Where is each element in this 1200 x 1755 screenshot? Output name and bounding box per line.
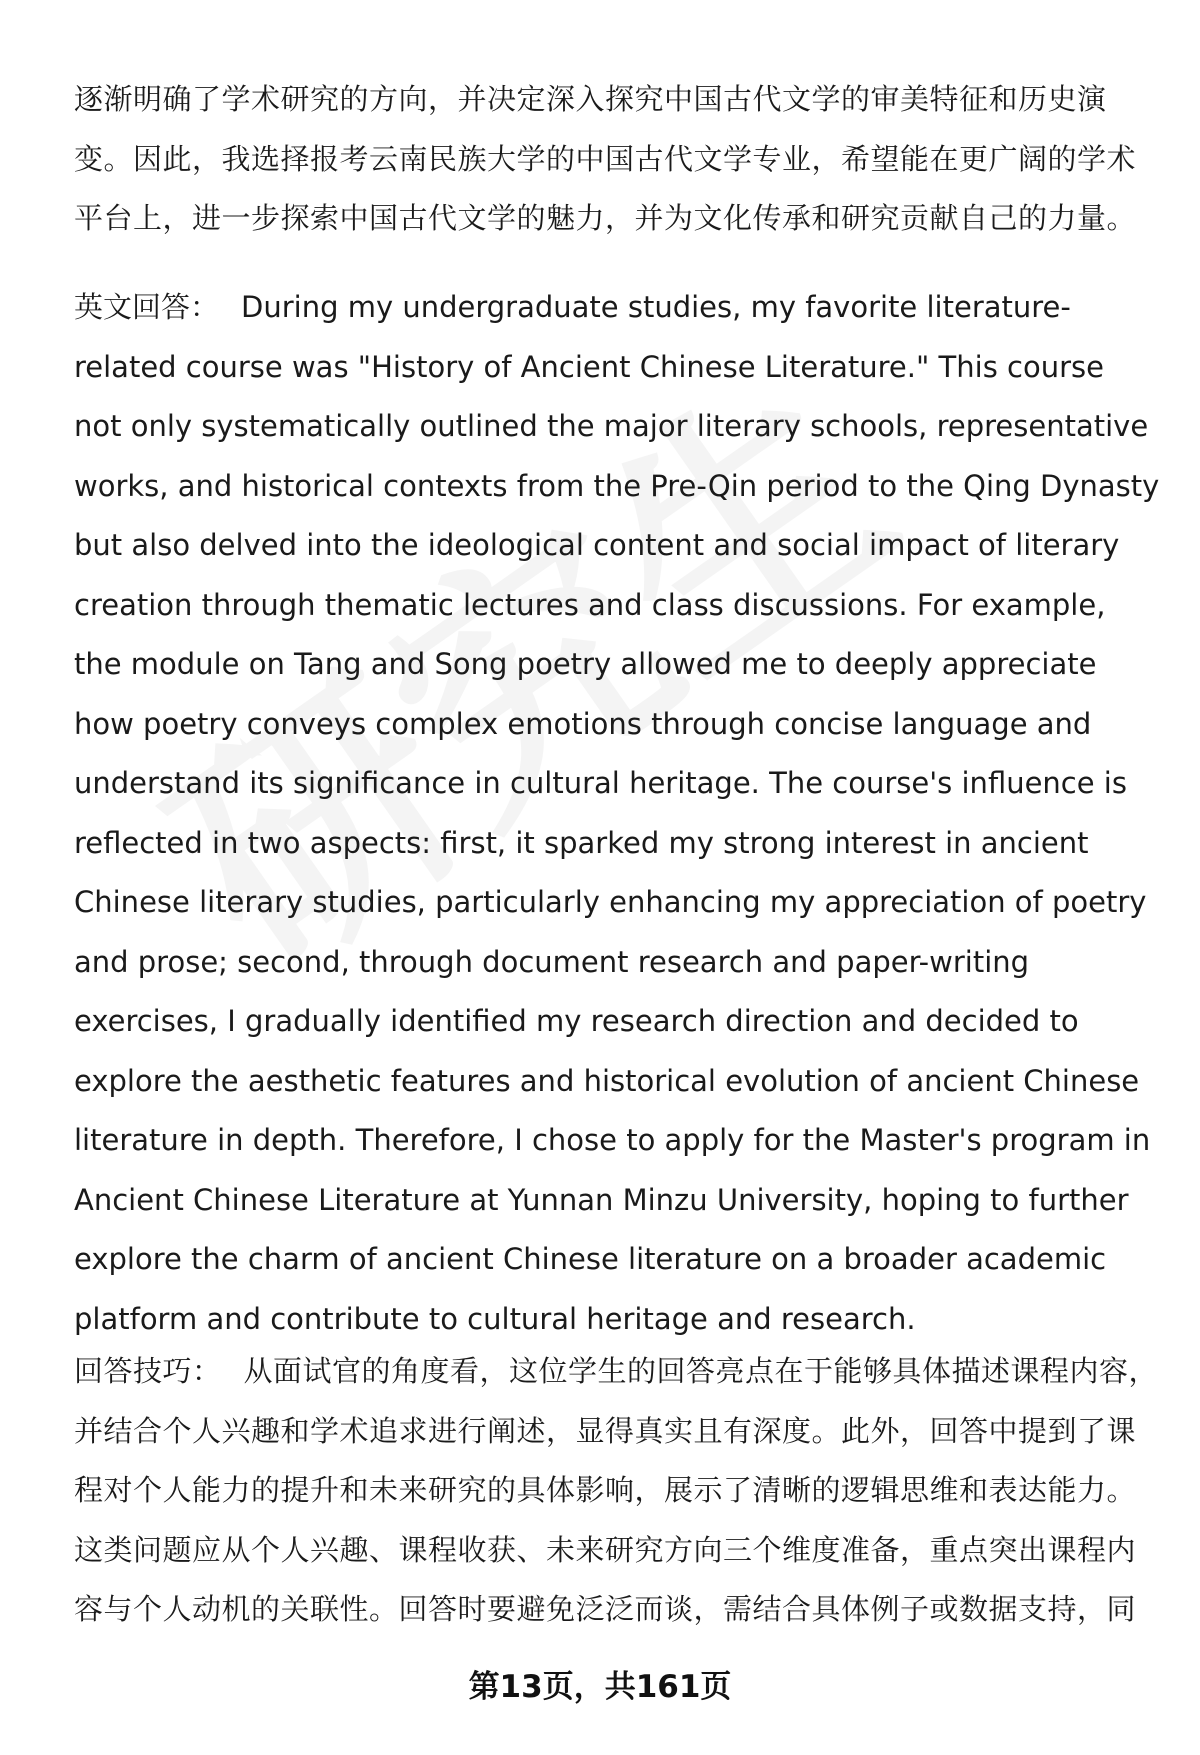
english-answer-label: 英文回答： <box>74 290 220 324</box>
answer-tips-label: 回答技巧： <box>74 1354 222 1388</box>
english-answer-paragraph <box>74 278 1160 1349</box>
page-footer: 第13页，共161页 <box>468 1669 732 1705</box>
answer-tips-paragraph <box>74 1342 1160 1640</box>
answer-tips-text: 从面试官的角度看，这位学生的回答亮点在于能够具体描述课程内容，并结合个人兴趣和学术追求进行阐述，显得真实且有深度。此外，回答中提到了课程对个人能力的提升和未来研究的具体影响，展示了清晰的逻辑思维和表达能力。这类问题应从个人兴趣、课程收获、未来研究方向三个维度准备，重点突出课程内容与个人动机的关联性。回答时要避免泛泛而谈，需结合具体例子或数据支持，同 <box>74 1354 1159 1626</box>
intro-paragraph: 逐渐明确了学术研究的方向，并决定深入探究中国古代文学的审美特征和历史演变。因此，我选择报考云南民族大学的中国古代文学专业，希望能在更广阔的学术平台上，进一步探索中国古代文学的魅力，并为文化传承和研究贡献自己的力量。 <box>74 82 1137 235</box>
english-answer-text: During my undergraduate studies, my favorite literature-related course was "History of Ancient Chinese Literature." This course not only systematically outlined the major literary schools, representative works, and historical contexts from the Pre-Qin period to the Qing Dynasty but also delved into the ideological content and social impact of literary creation through thematic lectures and class discussions. For example, the module on Tang and Song poetry allowed me to deeply appreciate how poetry conveys complex emotions through concise language and understand its significance in cultural heritage. The course's influence is reflected in two aspects: first, it sparked my strong interest in ancient Chinese literary studies, particularly enhancing my appreciation of poetry and prose; second, through document research and paper-writing exercises, I gradually identified my research direction and decided to explore the aesthetic features and historical evolution of ancient Chinese literature in depth. Therefore, I chose to apply for the Master's program in Ancient Chinese Literature at Yunnan Minzu University, hoping to further explore the charm of ancient Chinese literature on a broader academic platform and contribute to cultural heritage and research. <box>74 290 1160 1336</box>
